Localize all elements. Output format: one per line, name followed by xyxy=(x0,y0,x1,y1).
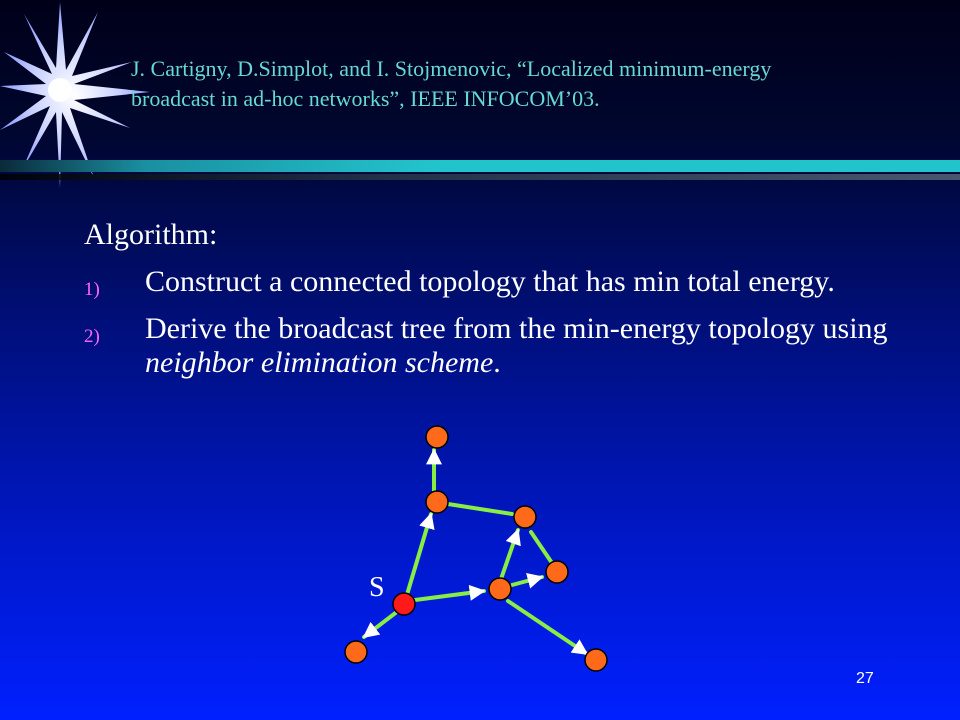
edge-middle-to-far xyxy=(512,577,542,585)
edges xyxy=(364,450,587,654)
node-right xyxy=(514,506,536,528)
edge-source-to-left xyxy=(364,611,398,637)
step-number: 2) xyxy=(84,326,100,347)
node-middle xyxy=(489,578,511,600)
nodes xyxy=(345,426,607,671)
step-text: Construct a connected topology that has min total energy. xyxy=(145,265,835,298)
node-bottom xyxy=(585,649,607,671)
edge-right-to-far xyxy=(531,532,552,563)
edge-middle-to-right xyxy=(501,530,518,579)
citation-line-1: J. Cartigny, D.Simplot, and I. Stojmenovic, “Localized minimum-energy xyxy=(131,56,772,81)
node-upper xyxy=(426,491,448,513)
citation-line-2: broadcast in ad-hoc networks”, IEEE INFOCOM’03. xyxy=(131,86,600,111)
edge-source-to-upper xyxy=(406,514,431,598)
node-top xyxy=(426,426,448,448)
edge-upper-to-right xyxy=(448,504,512,514)
source-label: S xyxy=(369,572,385,603)
node-left xyxy=(345,641,367,663)
page-number: 27 xyxy=(856,670,874,687)
node-far-right xyxy=(546,561,568,583)
node-source xyxy=(393,593,415,615)
algorithm-heading: Algorithm: xyxy=(84,218,218,251)
step-number: 1) xyxy=(84,279,100,300)
edge-source-to-middle xyxy=(415,591,484,600)
step-text-end: . xyxy=(493,346,501,379)
edge-middle-to-bottom xyxy=(508,601,587,654)
step-text-italic: neighbor elimination scheme xyxy=(145,346,494,379)
step-text-plain: Derive the broadcast tree from the min-energy topology using xyxy=(145,312,888,345)
